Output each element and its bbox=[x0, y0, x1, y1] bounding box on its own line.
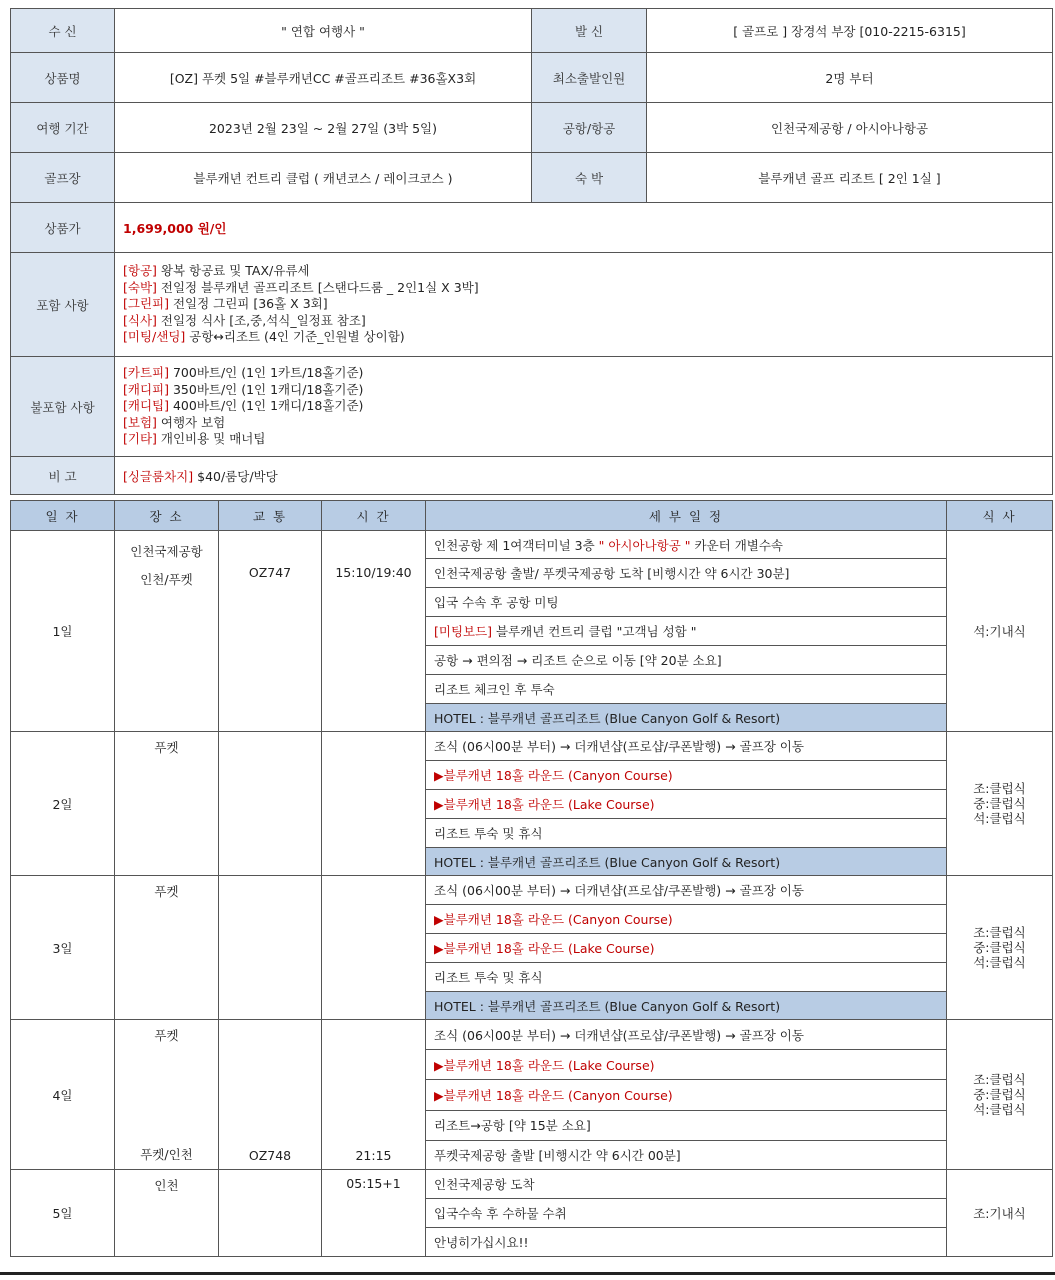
detail-row: [미팅보드] 블루캐년 컨트리 클럽 "고객님 성함 " bbox=[426, 617, 947, 646]
hotel-row: HOTEL : 블루캐년 골프리조트 (Blue Canyon Golf & Resort) bbox=[426, 704, 947, 732]
time-cell bbox=[322, 876, 426, 1020]
detail-row: 리조트 투숙 및 휴식 bbox=[426, 963, 947, 992]
included-item: [식사] 전일정 식사 [조,중,석식_일정표 참조] bbox=[123, 312, 366, 328]
day-cell: 2일 bbox=[11, 732, 115, 876]
note-label: 비 고 bbox=[11, 457, 115, 495]
bottom-divider bbox=[0, 1272, 1055, 1275]
place-cell: 푸켓 bbox=[115, 732, 219, 876]
place-cell: 인천국제공항 인천/푸켓 bbox=[115, 531, 219, 732]
period-label: 여행 기간 bbox=[11, 103, 115, 153]
header-day: 일 자 bbox=[11, 501, 115, 531]
detail-row: 인천국제공항 출발/ 푸켓국제공항 도착 [비행시간 약 6시간 30분] bbox=[426, 559, 947, 588]
detail-row: 조식 (06시00분 부터) → 더캐년샵(프로샵/쿠폰발행) → 골프장 이동 bbox=[426, 732, 947, 761]
excluded-label: 불포함 사항 bbox=[11, 357, 115, 457]
included-item: [숙박] 전일정 블루캐년 골프리조트 [스탠다드룸 _ 2인1실 X 3박] bbox=[123, 279, 479, 295]
excluded-item: [보험] 여행자 보험 bbox=[123, 414, 226, 430]
time-cell: 05:15+1 bbox=[322, 1170, 426, 1257]
golf-course-value: 블루캐년 컨트리 클럽 ( 캐년코스 / 레이크코스 ) bbox=[115, 153, 532, 203]
detail-row: 조식 (06시00분 부터) → 더캐년샵(프로샵/쿠폰발행) → 골프장 이동 bbox=[426, 1020, 947, 1050]
meal-cell: 조:클럽식 중:클럽식 석:클럽식 bbox=[947, 876, 1053, 1020]
stay-label: 숙 박 bbox=[532, 153, 647, 203]
transport-cell bbox=[219, 1170, 322, 1257]
excluded-item: [캐디팁] 400바트/인 (1인 1캐디/18홀기준) bbox=[123, 398, 364, 414]
included-item: [그린피] 전일정 그린피 [36홀 X 3회] bbox=[123, 296, 328, 312]
day-cell: 3일 bbox=[11, 876, 115, 1020]
included-item: [항공] 왕복 항공료 및 TAX/유류세 bbox=[123, 263, 310, 279]
detail-row: 안녕히가십시요!! bbox=[426, 1228, 947, 1257]
day-cell: 5일 bbox=[11, 1170, 115, 1257]
info-table bbox=[10, 8, 1053, 495]
transport-cell bbox=[219, 732, 322, 876]
detail-row: 입국 수속 후 공항 미팅 bbox=[426, 588, 947, 617]
transport-cell bbox=[219, 876, 322, 1020]
place-cell: 푸켓 푸켓/인천 bbox=[115, 1020, 219, 1170]
round-row: ▶블루캐년 18홀 라운드 (Canyon Course) bbox=[426, 761, 947, 790]
transport-cell: OZ748 bbox=[219, 1020, 322, 1170]
meal-cell: 조:클럽식 중:클럽식 석:클럽식 bbox=[947, 1020, 1053, 1170]
day-cell: 4일 bbox=[11, 1020, 115, 1170]
recipient-label: 수 신 bbox=[11, 9, 115, 53]
airport-value: 인천국제공항 / 아시아나항공 bbox=[647, 103, 1053, 153]
detail-row: 리조트→공항 [약 15분 소요] bbox=[426, 1110, 947, 1140]
round-row: ▶블루캐년 18홀 라운드 (Lake Course) bbox=[426, 934, 947, 963]
period-value: 2023년 2월 23일 ~ 2월 27일 (3박 5일) bbox=[115, 103, 532, 153]
round-row: ▶블루캐년 18홀 라운드 (Canyon Course) bbox=[426, 905, 947, 934]
detail-row: 공항 → 편의점 → 리조트 순으로 이동 [약 20분 소요] bbox=[426, 646, 947, 675]
price-value: 1,699,000 원/인 bbox=[115, 203, 1053, 253]
schedule-table bbox=[10, 500, 1053, 1257]
golf-course-label: 골프장 bbox=[11, 153, 115, 203]
price-label: 상품가 bbox=[11, 203, 115, 253]
header-detail: 세 부 일 정 bbox=[426, 501, 947, 531]
product-label: 상품명 bbox=[11, 53, 115, 103]
round-row: ▶블루캐년 18홀 라운드 (Canyon Course) bbox=[426, 1080, 947, 1110]
day-cell: 1일 bbox=[11, 531, 115, 732]
detail-row: 리조트 투숙 및 휴식 bbox=[426, 819, 947, 848]
note-value: [싱글룸차지] $40/룸당/박당 bbox=[115, 457, 1053, 495]
detail-row: 조식 (06시00분 부터) → 더캐년샵(프로샵/쿠폰발행) → 골프장 이동 bbox=[426, 876, 947, 905]
header-meal: 식 사 bbox=[947, 501, 1053, 531]
round-row: ▶블루캐년 18홀 라운드 (Lake Course) bbox=[426, 790, 947, 819]
hotel-row: HOTEL : 블루캐년 골프리조트 (Blue Canyon Golf & Resort) bbox=[426, 848, 947, 876]
min-people-value: 2명 부터 bbox=[647, 53, 1053, 103]
meal-cell: 조:기내식 bbox=[947, 1170, 1053, 1257]
excluded-item: [기타] 개인비용 및 매너팁 bbox=[123, 431, 266, 447]
detail-row: 입국수속 후 수하물 수취 bbox=[426, 1199, 947, 1228]
header-transport: 교 통 bbox=[219, 501, 322, 531]
included-list bbox=[115, 253, 1053, 357]
excluded-item: [캐디피] 350바트/인 (1인 1캐디/18홀기준) bbox=[123, 381, 364, 397]
detail-row: 푸켓국제공항 출발 [비행시간 약 6시간 00분] bbox=[426, 1140, 947, 1169]
time-cell: 21:15 bbox=[322, 1020, 426, 1170]
detail-row: 인천국제공항 도착 bbox=[426, 1170, 947, 1199]
airport-label: 공항/항공 bbox=[532, 103, 647, 153]
detail-row: 인천공항 제 1여객터미널 3층 " 아시아나항공 " 카운터 개별수속 bbox=[426, 531, 947, 559]
excluded-item: [카트피] 700바트/인 (1인 1카트/18홀기준) bbox=[123, 365, 364, 381]
meal-cell: 조:클럽식 중:클럽식 석:클럽식 bbox=[947, 732, 1053, 876]
header-time: 시 간 bbox=[322, 501, 426, 531]
sender-label: 발 신 bbox=[532, 9, 647, 53]
meal-cell: 석:기내식 bbox=[947, 531, 1053, 732]
sender-value: [ 골프로 ] 장경석 부장 [010-2215-6315] bbox=[647, 9, 1053, 53]
header-place: 장 소 bbox=[115, 501, 219, 531]
round-row: ▶블루캐년 18홀 라운드 (Lake Course) bbox=[426, 1050, 947, 1080]
hotel-row: HOTEL : 블루캐년 골프리조트 (Blue Canyon Golf & Resort) bbox=[426, 992, 947, 1020]
time-cell: 15:10/19:40 bbox=[322, 531, 426, 732]
transport-cell: OZ747 bbox=[219, 531, 322, 732]
recipient-value: " 연합 여행사 " bbox=[115, 9, 532, 53]
stay-value: 블루캐년 골프 리조트 [ 2인 1실 ] bbox=[647, 153, 1053, 203]
time-cell bbox=[322, 732, 426, 876]
itinerary-document bbox=[10, 8, 1053, 1257]
product-value: [OZ] 푸켓 5일 #블루캐년CC #골프리조트 #36홀X3회 bbox=[115, 53, 532, 103]
place-cell: 인천 bbox=[115, 1170, 219, 1257]
excluded-list bbox=[115, 357, 1053, 457]
min-people-label: 최소출발인원 bbox=[532, 53, 647, 103]
included-item: [미팅/샌딩] 공항↔리조트 (4인 기준_인원별 상이함) bbox=[123, 329, 405, 345]
included-label: 포함 사항 bbox=[11, 253, 115, 357]
place-cell: 푸켓 bbox=[115, 876, 219, 1020]
detail-row: 리조트 체크인 후 투숙 bbox=[426, 675, 947, 704]
